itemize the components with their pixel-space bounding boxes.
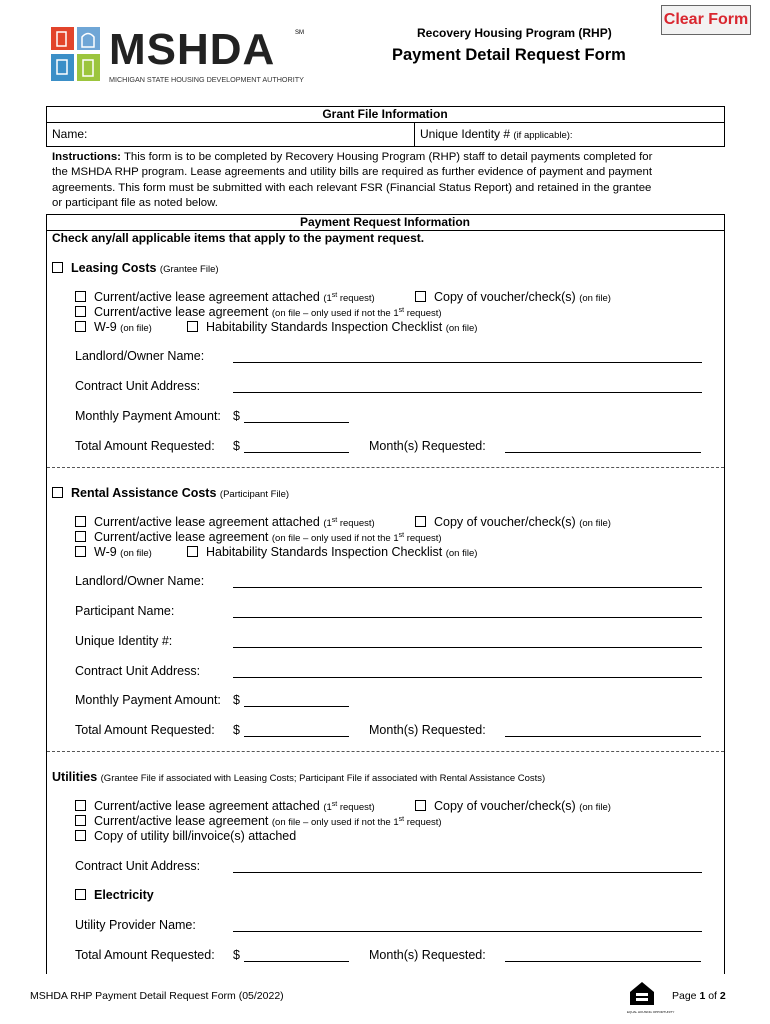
- rental-copy-voucher-checkbox[interactable]: [415, 516, 426, 527]
- util-copy-bill: Copy of utility bill/invoice(s) attached: [75, 829, 296, 843]
- rental-costs-header: Rental Assistance Costs (Participant File): [52, 486, 289, 500]
- grant-right-border: [724, 106, 725, 147]
- leasing-separator: [47, 467, 724, 468]
- leasing-lease-on-file: Current/active lease agreement (on file – only used if not the 1st request): [75, 305, 442, 319]
- util-lease-attached-checkbox[interactable]: [75, 800, 86, 811]
- leasing-w9-checkbox[interactable]: [75, 321, 86, 332]
- grant-mid-border: [414, 122, 415, 147]
- electricity-item: Electricity: [75, 888, 154, 902]
- page-number: Page 1 of 2: [672, 990, 726, 1002]
- rental-monthly-dollar: $: [233, 693, 240, 707]
- equal-housing-logo: [627, 980, 675, 1014]
- util-lease-on-file-checkbox[interactable]: [75, 815, 86, 826]
- rental-separator: [47, 751, 724, 752]
- leasing-address-input[interactable]: [233, 379, 702, 393]
- instructions: Instructions: This form is to be completed by Recovery Housing Program (RHP) staff to detail payments completed for the MSHDA RHP program. Lease agreements and utility bills are required as further evidence of payment and payment agreements. This form must be submitted with each relevant FSR (Financial Status Report) and retained in the grantee or participant file as noted below.: [52, 151, 653, 210]
- util-total-input[interactable]: [244, 948, 349, 962]
- util-provider-label: Utility Provider Name:: [75, 918, 196, 932]
- leasing-total-label: Total Amount Requested:: [75, 439, 215, 453]
- rental-monthly-label: Monthly Payment Amount:: [75, 693, 221, 707]
- rental-lease-attached: Current/active lease agreement attached (1st request): [75, 515, 375, 529]
- rental-monthly-input[interactable]: [244, 693, 349, 707]
- rental-address-label: Contract Unit Address:: [75, 664, 201, 678]
- grant-left-border: [46, 106, 47, 147]
- unique-identity-label: Unique Identity # (if applicable):: [420, 127, 573, 141]
- equal-housing-text: EQUAL HOUSING OPPORTUNITY: [627, 1010, 675, 1014]
- rental-lease-attached-checkbox[interactable]: [75, 516, 86, 527]
- rental-lease-on-file: Current/active lease agreement (on file – only used if not the 1st request): [75, 530, 442, 544]
- util-lease-attached: Current/active lease agreement attached (1st request): [75, 799, 375, 813]
- util-total-dollar: $: [233, 948, 240, 962]
- leasing-monthly-dollar: $: [233, 409, 240, 423]
- clear-form-button[interactable]: Clear Form: [661, 5, 751, 35]
- leasing-landlord-input[interactable]: [233, 349, 702, 363]
- mshda-logo: [51, 27, 311, 87]
- util-lease-on-file: Current/active lease agreement (on file – only used if not the 1st request): [75, 814, 442, 828]
- util-total-label: Total Amount Requested:: [75, 948, 215, 962]
- form-id: MSHDA RHP Payment Detail Request Form (05/2022): [30, 990, 284, 1002]
- grantee-name-input[interactable]: [96, 124, 410, 144]
- rental-participant-input[interactable]: [233, 604, 702, 618]
- check-instruction: Check any/all applicable items that apply to the payment request.: [52, 231, 425, 245]
- rental-uid-input[interactable]: [233, 634, 702, 648]
- leasing-total-input[interactable]: [244, 439, 349, 453]
- rental-habitability-checkbox[interactable]: [187, 546, 198, 557]
- grant-section-title: Grant File Information: [322, 107, 448, 121]
- leasing-monthly-input[interactable]: [244, 409, 349, 423]
- rental-costs-checkbox[interactable]: [52, 487, 63, 498]
- leasing-copy-voucher: Copy of voucher/check(s) (on file): [415, 290, 611, 304]
- leasing-address-label: Contract Unit Address:: [75, 379, 201, 393]
- leasing-lease-attached-checkbox[interactable]: [75, 291, 86, 302]
- rental-total-input[interactable]: [244, 723, 349, 737]
- form-title: Payment Detail Request Form: [392, 46, 626, 64]
- leasing-monthly-label: Monthly Payment Amount:: [75, 409, 221, 423]
- util-months-input[interactable]: [505, 948, 701, 962]
- leasing-months-input[interactable]: [505, 439, 701, 453]
- rental-months-input[interactable]: [505, 723, 701, 737]
- payment-section-title: Payment Request Information: [299, 215, 471, 229]
- leasing-lease-attached: Current/active lease agreement attached (1st request): [75, 290, 375, 304]
- leasing-costs-checkbox[interactable]: [52, 262, 63, 273]
- util-copy-voucher-checkbox[interactable]: [415, 800, 426, 811]
- program-name: Recovery Housing Program (RHP): [417, 26, 612, 40]
- util-provider-input[interactable]: [233, 918, 702, 932]
- rental-habitability: Habitability Standards Inspection Checklist (on file): [187, 545, 477, 559]
- rental-lease-on-file-checkbox[interactable]: [75, 531, 86, 542]
- rental-w9-checkbox[interactable]: [75, 546, 86, 557]
- rental-copy-voucher: Copy of voucher/check(s) (on file): [415, 515, 611, 529]
- leasing-costs-header: Leasing Costs (Grantee File): [52, 261, 219, 275]
- rental-months-label: Month(s) Requested:: [369, 723, 486, 737]
- util-address-input[interactable]: [233, 859, 702, 873]
- util-address-label: Contract Unit Address:: [75, 859, 201, 873]
- util-copy-bill-checkbox[interactable]: [75, 830, 86, 841]
- rental-participant-label: Participant Name:: [75, 604, 175, 618]
- unique-identity-input[interactable]: [585, 124, 721, 144]
- rental-w9: W-9 (on file): [75, 545, 152, 559]
- logo-subtitle: MICHIGAN STATE HOUSING DEVELOPMENT AUTHORITY: [109, 75, 304, 84]
- rental-landlord-label: Landlord/Owner Name:: [75, 574, 205, 588]
- grant-bottom-border: [46, 146, 724, 147]
- util-months-label: Month(s) Requested:: [369, 948, 486, 962]
- rental-total-dollar: $: [233, 723, 240, 737]
- logo-tm: SM: [295, 30, 304, 36]
- rental-total-label: Total Amount Requested:: [75, 723, 215, 737]
- leasing-w9: W-9 (on file): [75, 320, 152, 334]
- logo-wordmark: MSHDA: [109, 25, 276, 74]
- leasing-habitability: Habitability Standards Inspection Checklist (on file): [187, 320, 477, 334]
- leasing-habitability-checkbox[interactable]: [187, 321, 198, 332]
- leasing-months-label: Month(s) Requested:: [369, 439, 486, 453]
- leasing-copy-voucher-checkbox[interactable]: [415, 291, 426, 302]
- electricity-checkbox[interactable]: [75, 889, 86, 900]
- payment-right-border: [724, 214, 725, 974]
- grantee-name-label: Name:: [52, 127, 88, 141]
- leasing-lease-on-file-checkbox[interactable]: [75, 306, 86, 317]
- payment-left-border: [46, 214, 47, 974]
- equal-housing-icon: [627, 980, 657, 1006]
- util-copy-voucher: Copy of voucher/check(s) (on file): [415, 799, 611, 813]
- rental-address-input[interactable]: [233, 664, 702, 678]
- leasing-total-dollar: $: [233, 439, 240, 453]
- utilities-header: Utilities (Grantee File if associated with Leasing Costs; Participant File if associated with Rental Assistance Costs): [52, 770, 546, 784]
- rental-uid-label: Unique Identity #:: [75, 634, 173, 648]
- grant-divider: [46, 122, 724, 123]
- leasing-landlord-label: Landlord/Owner Name:: [75, 349, 205, 363]
- rental-landlord-input[interactable]: [233, 574, 702, 588]
